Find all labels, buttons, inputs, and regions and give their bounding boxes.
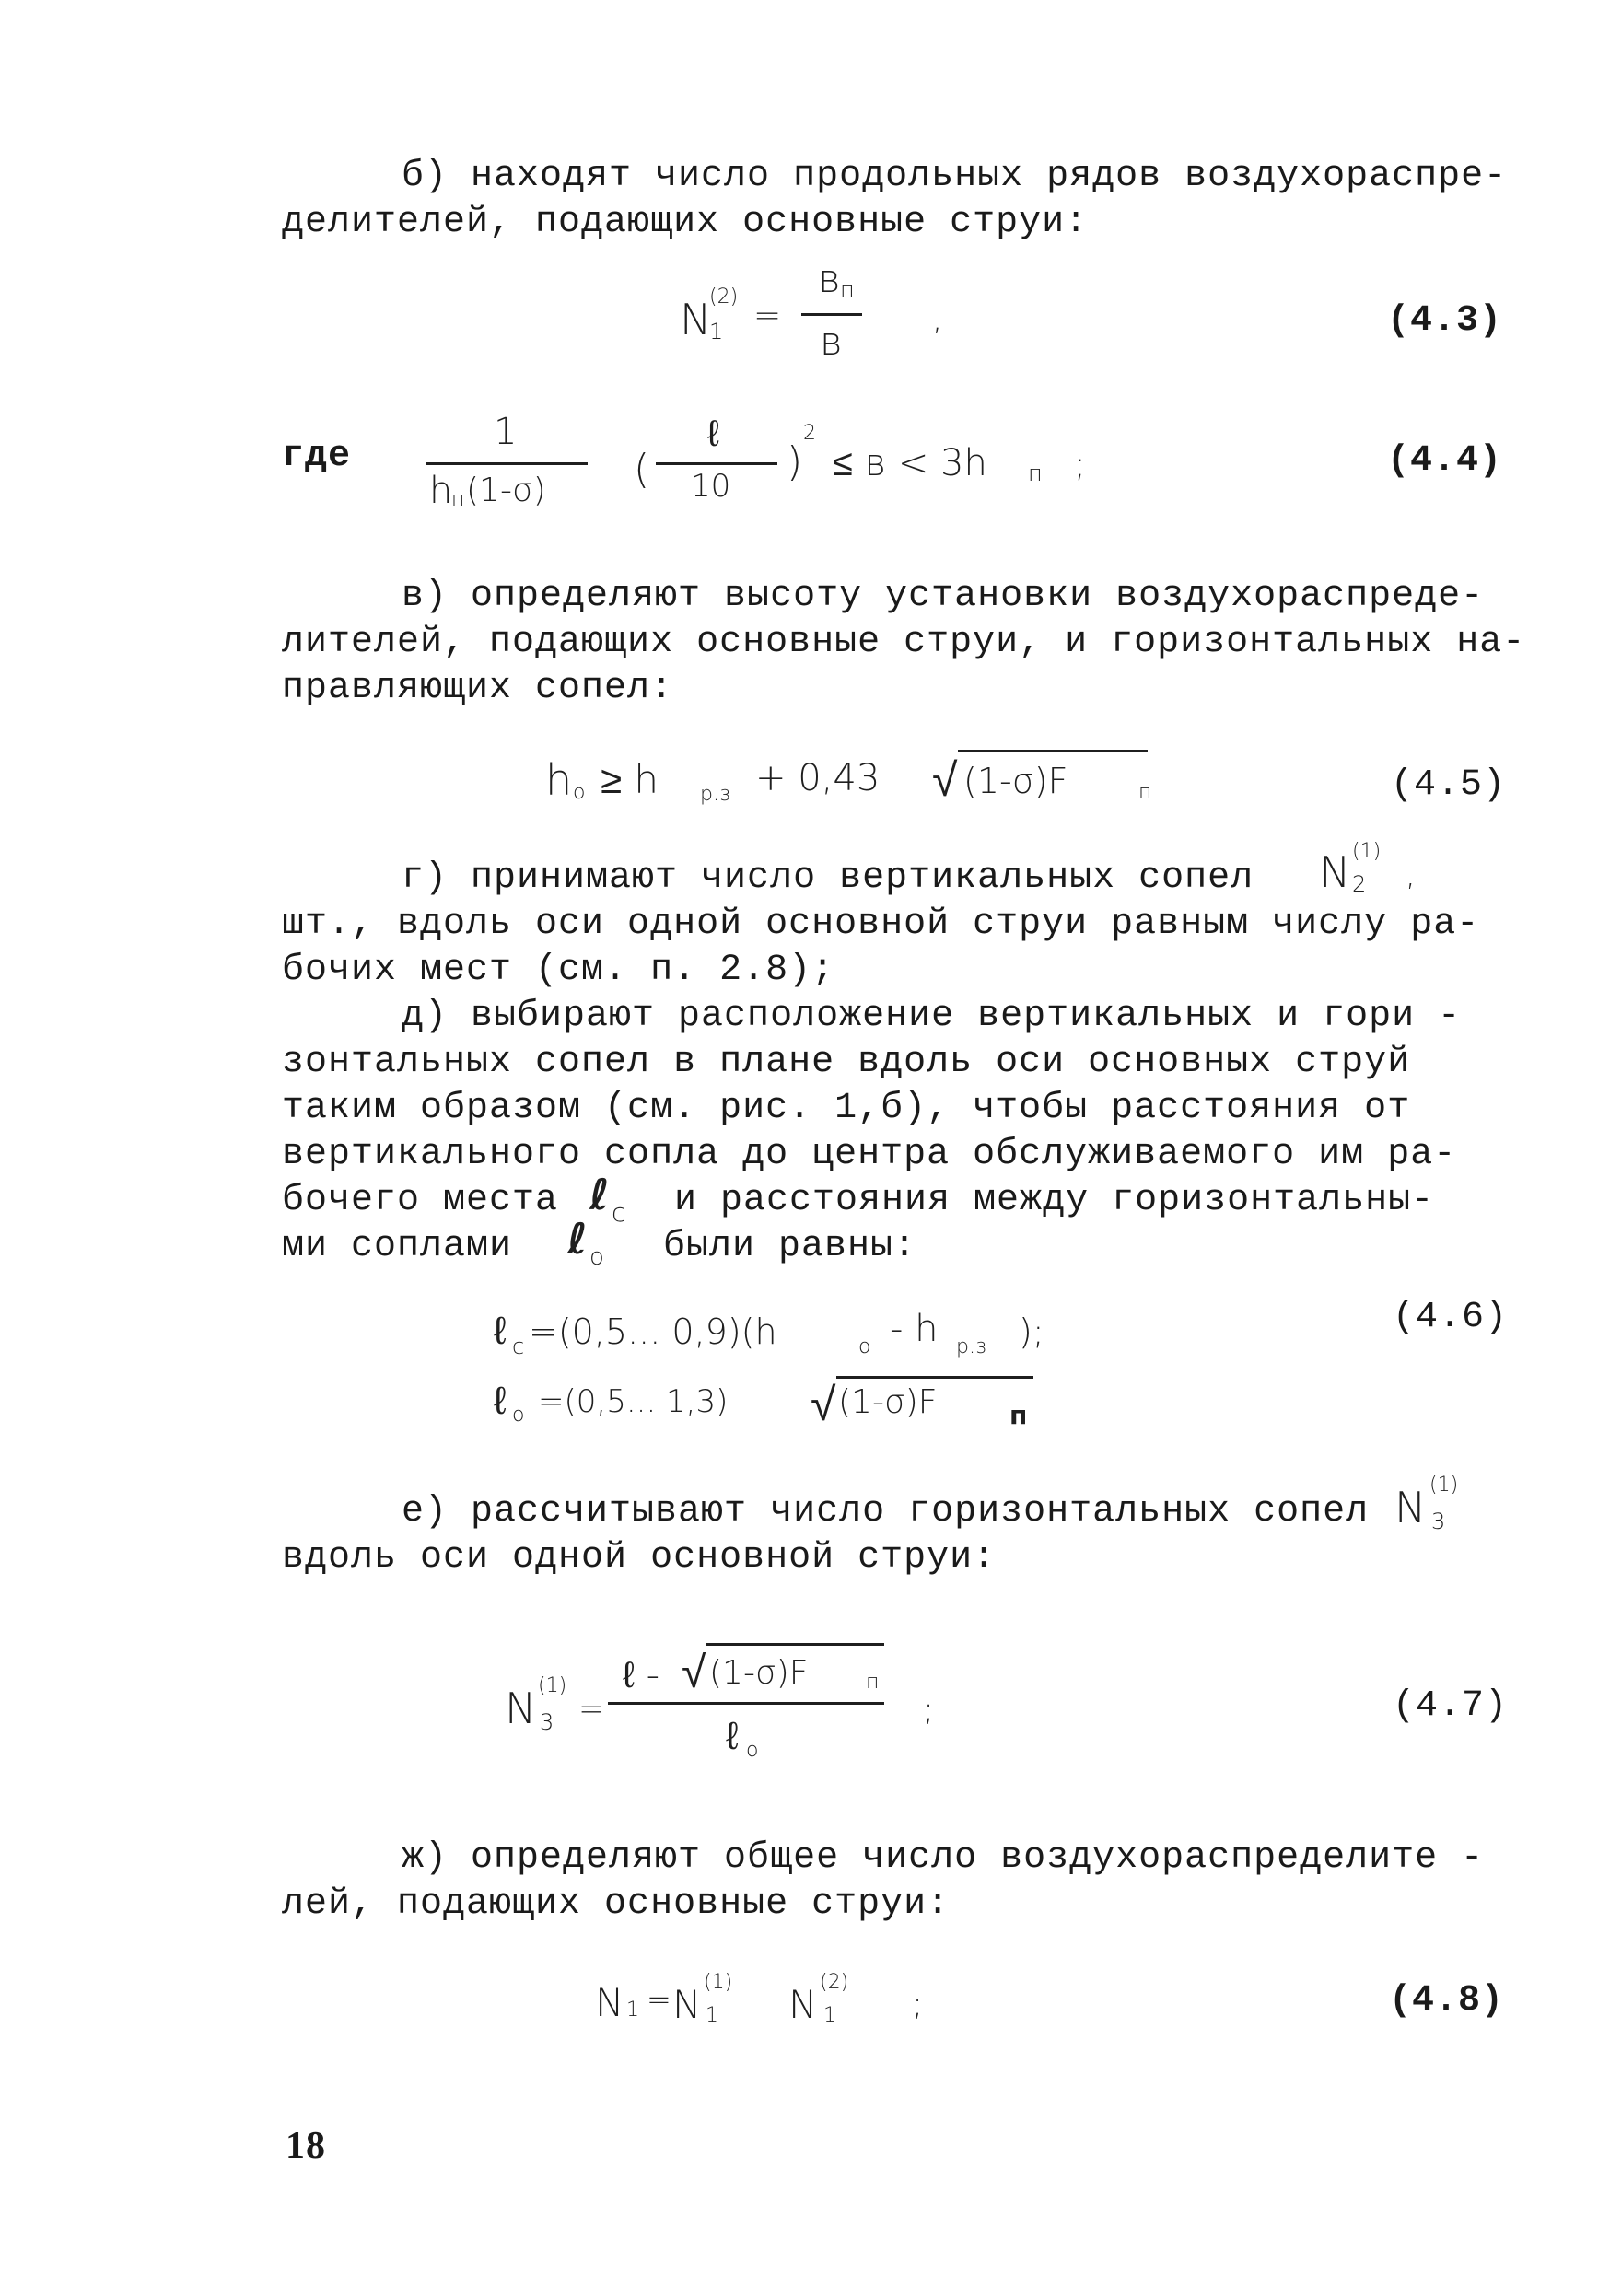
eq-symbol: (1): [1352, 840, 1382, 863]
eq-symbol: о: [858, 1335, 871, 1358]
eq-symbol: + 0,43: [755, 757, 881, 799]
eq-symbol: 3: [1431, 1509, 1446, 1534]
eq-symbol: 2: [803, 422, 816, 445]
eq-symbol: N: [595, 1980, 624, 2025]
eq-symbol: ≥ h: [601, 757, 659, 802]
eq-symbol: в: [818, 256, 841, 301]
eq-symbol: р.з: [956, 1335, 986, 1358]
eq-symbol: - h: [890, 1308, 939, 1350]
eq-symbol: ℓ: [567, 1214, 588, 1264]
eq-symbol: ℓ: [707, 413, 719, 455]
eq-symbol: (1-σ)F: [709, 1654, 809, 1692]
eq-symbol: (1-σ)F: [838, 1383, 938, 1421]
eq-symbol: N: [1394, 1483, 1427, 1533]
eq-symbol: 1: [823, 2004, 836, 2027]
text-line: лей, подающих основные струи:: [282, 1883, 951, 1925]
fraction-bar: [426, 462, 588, 465]
eq-symbol: ;: [923, 1691, 935, 1729]
eq-symbol: N: [1319, 847, 1351, 897]
text-line: шт., вдоль оси одной основной струи равным числу ра-: [282, 903, 1480, 945]
eq-symbol: п: [866, 1671, 880, 1694]
sqrt-bar: [958, 750, 1148, 752]
eq-symbol: 1: [626, 1999, 639, 2022]
eq-symbol: р.з: [700, 783, 730, 806]
eq-symbol: N: [672, 1982, 702, 2027]
eq-symbol: ℓ: [494, 1308, 507, 1353]
equation-number: (4.5): [1391, 764, 1507, 806]
text-line: ж) определяют общее число воздухораспределите -: [402, 1837, 1485, 1879]
eq-symbol: (1-σ): [466, 472, 546, 509]
eq-symbol: 1: [494, 411, 518, 453]
eq-symbol: (1): [538, 1674, 567, 1697]
text-line: вертикального сопла до центра обслуживаемого им ра-: [282, 1134, 1457, 1175]
text-line: г) принимают число вертикальных сопел: [402, 857, 1254, 899]
eq-symbol: ≤ в < 3h: [833, 442, 987, 484]
eq-symbol: о: [512, 1404, 525, 1427]
eq-symbol: =: [647, 1982, 671, 2017]
equation-number: (4.4): [1387, 440, 1503, 482]
eq-symbol: п: [840, 276, 855, 302]
eq-symbol: 1: [709, 319, 724, 344]
eq-symbol: ;: [912, 1986, 924, 2023]
text-line: делителей, подающих основные струи:: [282, 202, 1089, 243]
eq-symbol: в: [820, 319, 843, 364]
eq-symbol: N: [788, 1982, 818, 2027]
eq-symbol: ℓ -: [623, 1654, 660, 1696]
eq-symbol: ,: [932, 300, 943, 338]
text-line: и расстояния между горизонтальны-: [674, 1180, 1435, 1221]
equation-number: (4.6): [1393, 1297, 1509, 1338]
eq-symbol: ,: [1406, 857, 1416, 893]
eq-symbol: =(0,5... 1,3): [538, 1383, 729, 1420]
fraction-bar: [656, 462, 777, 465]
equation-number: (4.8): [1389, 1980, 1505, 2022]
fraction-bar: [608, 1702, 884, 1705]
text-line: правляющих сопел:: [282, 668, 674, 709]
eq-symbol: (2): [820, 1971, 849, 1994]
text-line: были равны:: [663, 1226, 917, 1267]
text-line: е) рассчитывают число горизонтальных сопел: [402, 1491, 1370, 1533]
eq-symbol: =: [578, 1691, 605, 1728]
sqrt-sign: √: [932, 753, 958, 807]
eq-symbol: ): [787, 438, 803, 485]
text-line: ми соплами: [282, 1226, 513, 1267]
eq-symbol: ℓ: [726, 1713, 739, 1758]
eq-symbol: (1): [704, 1971, 733, 1994]
eq-symbol: =: [753, 297, 782, 334]
eq-symbol: (1): [1429, 1474, 1459, 1497]
eq-symbol: 3: [540, 1709, 554, 1735]
eq-symbol: (: [634, 446, 650, 493]
eq-symbol: ℓ: [589, 1170, 610, 1219]
eq-symbol: 2: [1352, 871, 1367, 897]
eq-symbol: (1-σ)F: [963, 761, 1068, 801]
eq-symbol: 1: [706, 2004, 718, 2027]
eq-symbol: ℓ: [494, 1378, 507, 1423]
text-line: бочих мест (см. п. 2.8);: [282, 950, 835, 991]
sqrt-bar: [706, 1643, 884, 1646]
equation-number: (4.3): [1387, 300, 1503, 342]
text-line: таким образом (см. рис. 1,б), чтобы расстояния от: [282, 1088, 1411, 1129]
text-line: вдоль оси одной основной струи:: [282, 1537, 997, 1579]
text-line: зонтальных сопел в плане вдоль оси основных струй: [282, 1042, 1411, 1083]
eq-symbol: h: [429, 470, 453, 512]
eq-symbol: ;: [1074, 444, 1086, 484]
eq-symbol: );: [1019, 1311, 1044, 1352]
eq-symbol: h: [545, 755, 573, 805]
text-line: б) находят число продольных рядов воздухораспре-: [402, 156, 1508, 197]
eq-symbol: N: [505, 1684, 537, 1733]
fraction-bar: [801, 313, 862, 316]
equation-number: (4.7): [1393, 1685, 1509, 1727]
sqrt-sign: √: [811, 1378, 836, 1431]
text-line: в) определяют высоту установки воздухораспреде-: [402, 576, 1485, 617]
eq-symbol: о: [746, 1739, 759, 1762]
eq-symbol: 10: [691, 468, 731, 505]
eq-symbol: с: [512, 1334, 525, 1359]
eq-symbol: (2): [709, 286, 739, 309]
eq-symbol: п: [1138, 781, 1152, 804]
text-line: бочего места: [282, 1180, 559, 1221]
eq-symbol: N: [680, 295, 712, 344]
text-line: д) выбирают расположение вертикальных и гори -: [402, 996, 1462, 1037]
eq-symbol: =(0,5... 0,9)(h: [529, 1311, 777, 1352]
sqrt-sign: √: [682, 1647, 706, 1698]
text-line: лителей, подающих основные струи, и горизонтальных на-: [282, 622, 1526, 663]
eq-symbol: о: [573, 781, 586, 804]
eq-symbol: п: [451, 488, 465, 511]
eq-symbol: п: [1009, 1400, 1028, 1430]
eq-symbol: о: [589, 1243, 604, 1271]
page-number: 18: [286, 2125, 326, 2167]
eq-symbol: с: [612, 1197, 626, 1228]
text-where: где: [282, 436, 352, 477]
eq-symbol: п: [1028, 460, 1043, 486]
sqrt-bar: [836, 1376, 1033, 1379]
